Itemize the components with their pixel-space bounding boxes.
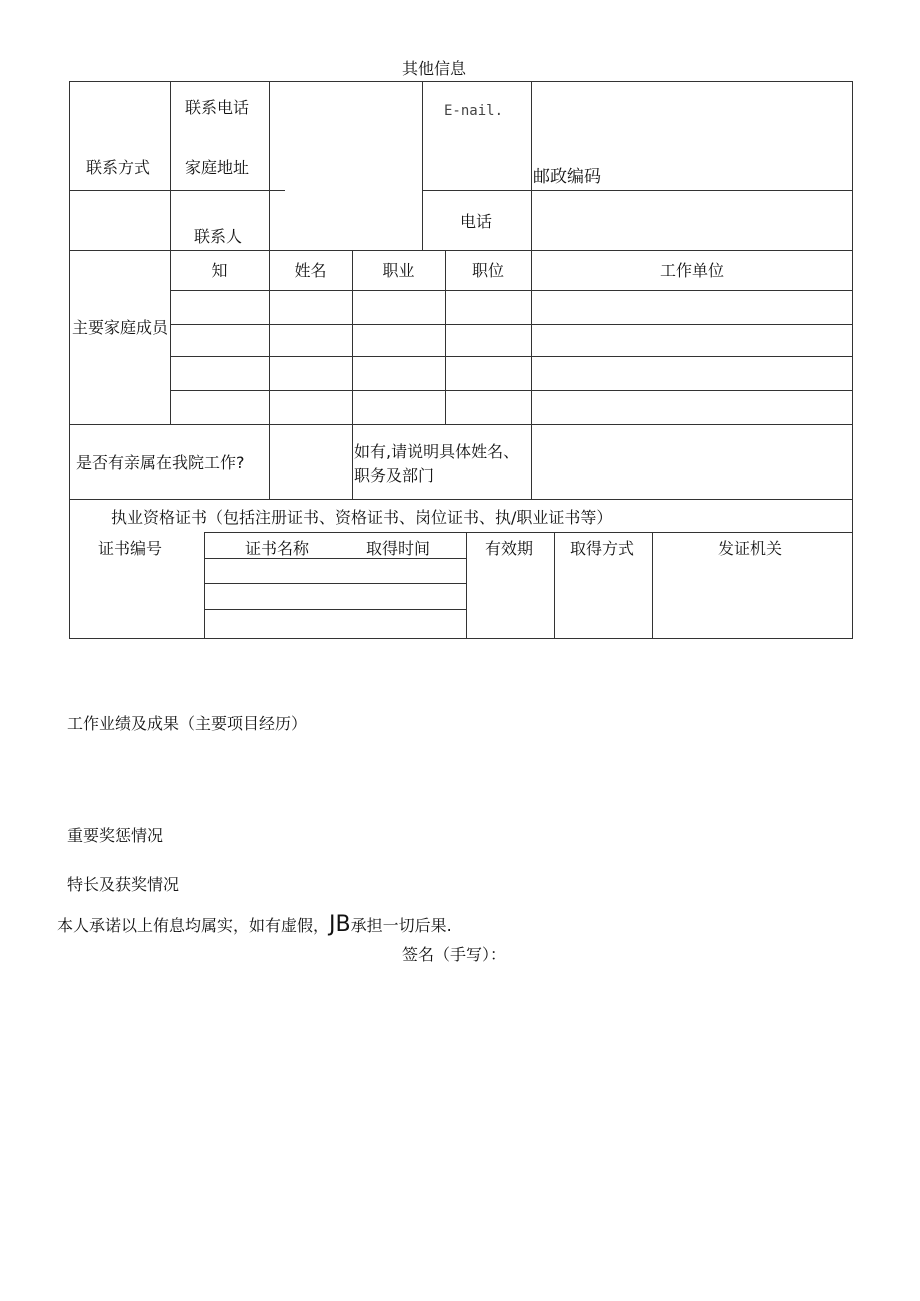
- relatives-note: 如有,请说明具体姓名、职务及部门: [354, 442, 520, 485]
- contact-person-label: 联系人: [194, 227, 243, 246]
- family-col-occupation: 职业: [382, 261, 415, 280]
- contact-section-label: 联系方式: [86, 158, 151, 177]
- family-col-employer: 工作单位: [659, 261, 724, 280]
- pledge-text: [57, 914, 452, 936]
- performance-heading: 工作业绩及成果（主要项目经历）: [67, 714, 308, 733]
- cert-col-validity: 有效期: [485, 539, 534, 558]
- cert-col-name: 证书名称: [245, 539, 310, 558]
- email-label: E-nail.: [444, 103, 504, 119]
- certificates-section-title: 执业资格证书（包括注册证书、资格证书、岗位证书、执/职业证书等）: [111, 508, 613, 527]
- awards-heading: 重要奖惩情况: [67, 826, 164, 845]
- postcode-label: 邮政编码: [533, 167, 601, 187]
- family-col-position: 职位: [471, 261, 504, 280]
- signature-label: 签名（手写）：: [402, 945, 507, 964]
- tel-label: 电话: [460, 212, 493, 231]
- specialties-heading: 特长及获奖情况: [67, 875, 180, 894]
- cert-col-number: 证书编号: [98, 539, 163, 558]
- cert-col-issuer: 发证机关: [718, 539, 783, 558]
- phone-label: 联系电话: [185, 98, 250, 117]
- pledge-text-before: 本人承诺以上侑息均属实，如有虚假，: [57, 916, 330, 935]
- relatives-question: 是否有亲属在我院工作?: [76, 453, 245, 472]
- page-title: 其他信息: [402, 59, 467, 78]
- family-col-name: 姓名: [294, 261, 327, 280]
- pledge-text-big: JB: [329, 912, 351, 937]
- cert-col-method: 取得方式: [570, 539, 635, 558]
- family-section-label: 主要家庭成员: [72, 318, 169, 337]
- address-label: 家庭地址: [185, 158, 250, 177]
- family-col-relation: 知: [211, 261, 228, 280]
- pledge-text-after: 承担一切后果.: [350, 916, 452, 935]
- cert-col-date: 取得时间: [366, 539, 431, 558]
